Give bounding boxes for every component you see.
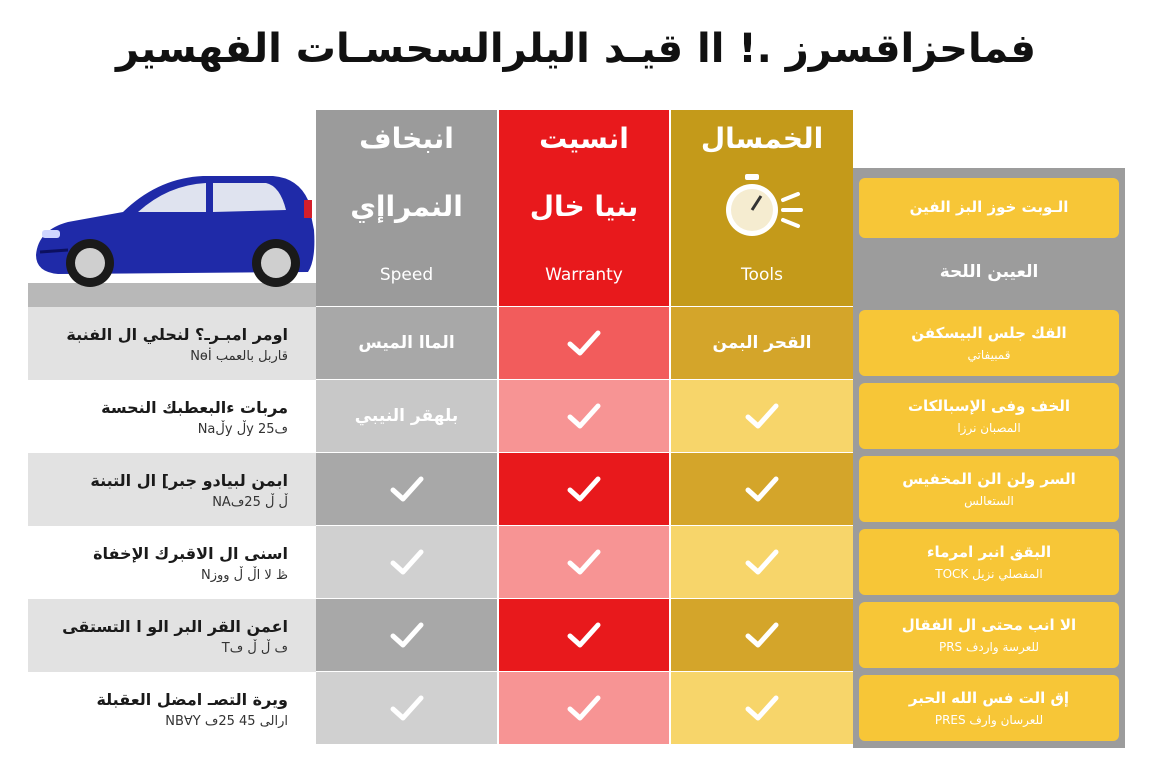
table-cell	[499, 672, 669, 744]
right-panel-header: العيبن اللحة	[939, 262, 1039, 282]
row-sublabel: NB∀Y ارالى 45 25ڡ	[165, 714, 288, 729]
right-item-subtitle: قمبيفاتي	[967, 348, 1011, 362]
check-icon	[389, 693, 425, 723]
check-icon	[566, 401, 602, 431]
table-cell	[316, 453, 497, 525]
right-item-title: إق الت فس الله الحبر	[908, 689, 1070, 707]
table-cell	[499, 307, 669, 379]
check-icon	[566, 620, 602, 650]
check-icon	[744, 693, 780, 723]
right-item-title: السر ولن الن المخفيس	[902, 470, 1076, 488]
column-english-label: Speed	[379, 265, 434, 285]
table-cell	[671, 599, 853, 671]
column-title: انسيت	[539, 122, 629, 155]
table-cell	[316, 599, 497, 671]
right-item	[859, 529, 1119, 595]
check-icon	[744, 547, 780, 577]
column-title: الخمسال	[700, 122, 824, 155]
row-label: اومر امبـرـ؟ لنحلي ال الفنبة	[66, 325, 288, 344]
table-cell: بلهقر النيبي	[316, 380, 497, 452]
column-english-label: Warranty	[545, 265, 623, 285]
right-item-title: البقق انبر امرماء	[926, 543, 1052, 561]
right-top-label: الـوبت خوز البز الفين	[909, 198, 1069, 216]
check-icon	[566, 328, 602, 358]
column-warranty	[499, 110, 669, 746]
table-cell	[671, 672, 853, 744]
row-label: اعمن القر البر الو ا التستقى	[62, 617, 288, 636]
row-label: ابمن لبيادو جبر] ال التبنة	[90, 471, 288, 490]
row-sublabel: Nڟ لا اڵ ڵ ووز	[200, 568, 288, 583]
column-speed	[316, 110, 497, 746]
column-title: انبخاف	[359, 122, 454, 155]
right-item-subtitle: الستعالس	[964, 494, 1014, 508]
table-cell	[671, 453, 853, 525]
table-cell: القحر البمن	[671, 307, 853, 379]
right-item-title: القك جلس البيسكفن	[911, 324, 1067, 342]
table-row	[28, 307, 316, 380]
car-image	[28, 160, 316, 310]
stopwatch-icon	[723, 172, 803, 242]
column-english-label: Tools	[741, 265, 783, 285]
row-label: اسنى ال الاقبرك الإخفاة	[93, 544, 288, 563]
table-cell	[671, 526, 853, 598]
row-sublabel: NAڵ ڵ 25ڡ	[212, 495, 288, 510]
right-item	[859, 675, 1119, 741]
check-icon	[389, 620, 425, 650]
table-cell	[499, 599, 669, 671]
table-cell	[499, 380, 669, 452]
table-cell: الماا الميس	[316, 307, 497, 379]
column-header	[671, 110, 853, 306]
column-subtitle: النمراإي	[350, 190, 463, 223]
check-icon	[389, 474, 425, 504]
table-cell	[316, 526, 497, 598]
table-cell	[499, 526, 669, 598]
right-item	[859, 383, 1119, 449]
right-item-subtitle: PRES للعرسان وارف	[934, 713, 1044, 727]
right-item	[859, 602, 1119, 668]
table-row	[28, 599, 316, 672]
right-item-subtitle: المصبان نرزا	[957, 421, 1021, 435]
table-row	[28, 672, 316, 745]
row-label: مربات ءالبعطبك النحسة	[101, 398, 288, 417]
table-cell	[316, 672, 497, 744]
check-icon	[744, 620, 780, 650]
right-item	[859, 456, 1119, 522]
row-sublabel: Naڵy ڵy 25ڡ	[197, 422, 288, 437]
row-sublabel: Tڡ ڵ ڵ ڡ	[221, 641, 288, 656]
right-top-box	[859, 178, 1119, 238]
right-item	[859, 310, 1119, 376]
page-title: فماحزاقسرز .! اا قيـد اليلرالسحسـات الفهسير	[116, 26, 1036, 72]
row-label: ويرة التصـ امضل العقبلة	[96, 690, 288, 709]
check-icon	[566, 547, 602, 577]
table-row	[28, 526, 316, 599]
check-icon	[744, 401, 780, 431]
column-subtitle: بنيا خال	[529, 190, 639, 223]
table-row	[28, 380, 316, 453]
table-row	[28, 453, 316, 526]
right-item-subtitle: TOCK المفصلي نزيل	[935, 567, 1043, 581]
column-tools	[671, 110, 853, 746]
right-item-subtitle: PRS للعرسة واردف	[938, 640, 1040, 654]
check-icon	[566, 693, 602, 723]
column-header	[316, 110, 497, 306]
right-item-title: الا انب محتى ال الفقال	[901, 616, 1077, 634]
check-icon	[744, 474, 780, 504]
row-sublabel: Nѳİ قاربل بالعمب	[190, 349, 288, 364]
table-cell	[671, 380, 853, 452]
table-cell	[499, 453, 669, 525]
check-icon	[389, 547, 425, 577]
column-header	[499, 110, 669, 306]
check-icon	[566, 474, 602, 504]
right-item-title: الخف وفى الإسبالكات	[907, 397, 1071, 415]
